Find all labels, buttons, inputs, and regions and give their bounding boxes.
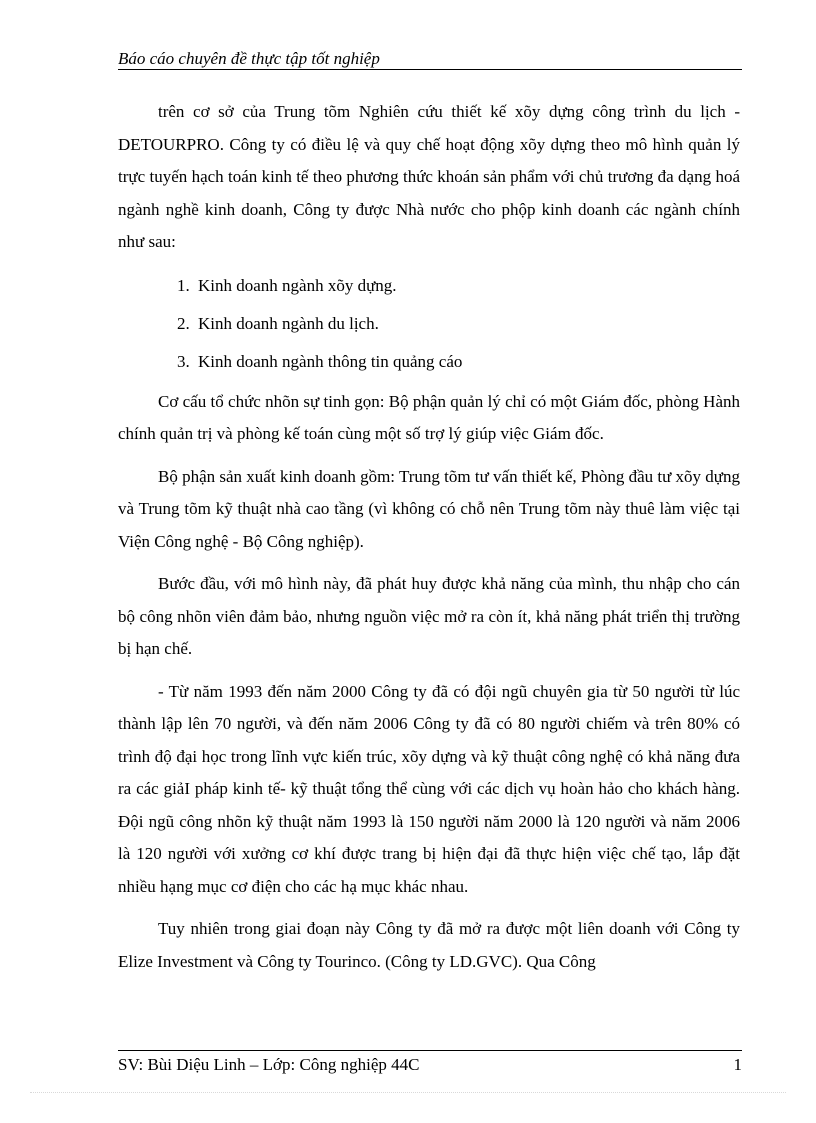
- paragraph-production: Bộ phận sản xuất kinh doanh gồm: Trung tõm tư vấn thiết kế, Phòng đầu tư xõy dựng và Trung tõm kỹ thuật nhà cao tầng (vì không có chỗ nên Trung tõm này thuê làm việc tại Viện Công nghệ - Bộ Công nghiệp).: [118, 466, 741, 551]
- paragraph-initial: Bước đầu, với mô hình này, đã phát huy được khả năng của mình, thu nhập cho cán bộ công nhõn viên đảm bảo, nhưng nguồn việc mở ra còn ít, khả năng phát triển thị trường bị hạn chế.: [118, 574, 740, 658]
- list-item: 2. Kinh doanh ngành du lịch.: [194, 307, 740, 340]
- paragraph-joint-venture: Tuy nhiên trong giai đoạn này Công ty đã mở ra được một liên doanh với Công ty Elize Investment và Công ty Tourinco. (Công ty LD.GVC). Qua Công: [118, 919, 740, 971]
- page-header: Báo cáo chuyên đề thực tập tốt nghiệp: [118, 49, 380, 68]
- header-divider: [118, 69, 742, 70]
- business-list: [118, 269, 740, 378]
- list-item: 3. Kinh doanh ngành thông tin quảng cáo: [194, 345, 740, 378]
- page-number: 1: [733, 1055, 742, 1074]
- paragraph-intro: trên cơ sở của Trung tõm Nghiên cứu thiết kế xõy dựng công trình du lịch - DETOURPRO. Công ty có điều lệ và quy chế hoạt động xõy dựng theo mô hình quản lý trực tuyến hạch toán kinh tế theo phương thức khoán sản phẩm với chủ trương đa dạng hoá ngành nghề kinh doanh, Công ty được Nhà nước cho phộp kinh doanh các ngành chính như sau:: [118, 102, 740, 251]
- list-item: 1. Kinh doanh ngành xõy dựng.: [194, 269, 740, 302]
- paragraph-structure: Cơ cấu tổ chức nhõn sự tinh gọn: Bộ phận quản lý chỉ có một Giám đốc, phòng Hành chính quản trị và phòng kế toán cùng một số trợ lý giúp việc Giám đốc.: [118, 391, 740, 443]
- footer-divider: [118, 1050, 742, 1051]
- footer-student-info: SV: Bùi Diệu Linh – Lớp: Công nghiệp 44C: [118, 1055, 420, 1074]
- paragraph-workforce: - Từ năm 1993 đến năm 2000 Công ty đã có đội ngũ chuyên gia từ 50 người từ lúc thành lập lên 70 người, và đến năm 2006 Công ty đã có 80 người chiếm và trên 80% có trình độ đại học trong lĩnh vực kiến trúc, xõy dựng và kỹ thuật công nghệ có khả năng đưa ra các giảI pháp kinh tế- kỹ thuật tổng thể cùng với các dịch vụ hoàn hảo cho khách hàng. Đội ngũ công nhõn kỹ thuật năm 1993 là 150 người năm 2000 là 120 người và năm 2006 là 120 người với xưởng cơ khí được trang bị hiện đại đã thực hiện việc chế tạo, lắp đặt nhiều hạng mục cơ điện cho các hạ mục khác nhau.: [118, 681, 740, 896]
- page-bottom-border: [30, 1092, 786, 1093]
- document-body: [118, 96, 740, 988]
- page-footer: [118, 1054, 742, 1076]
